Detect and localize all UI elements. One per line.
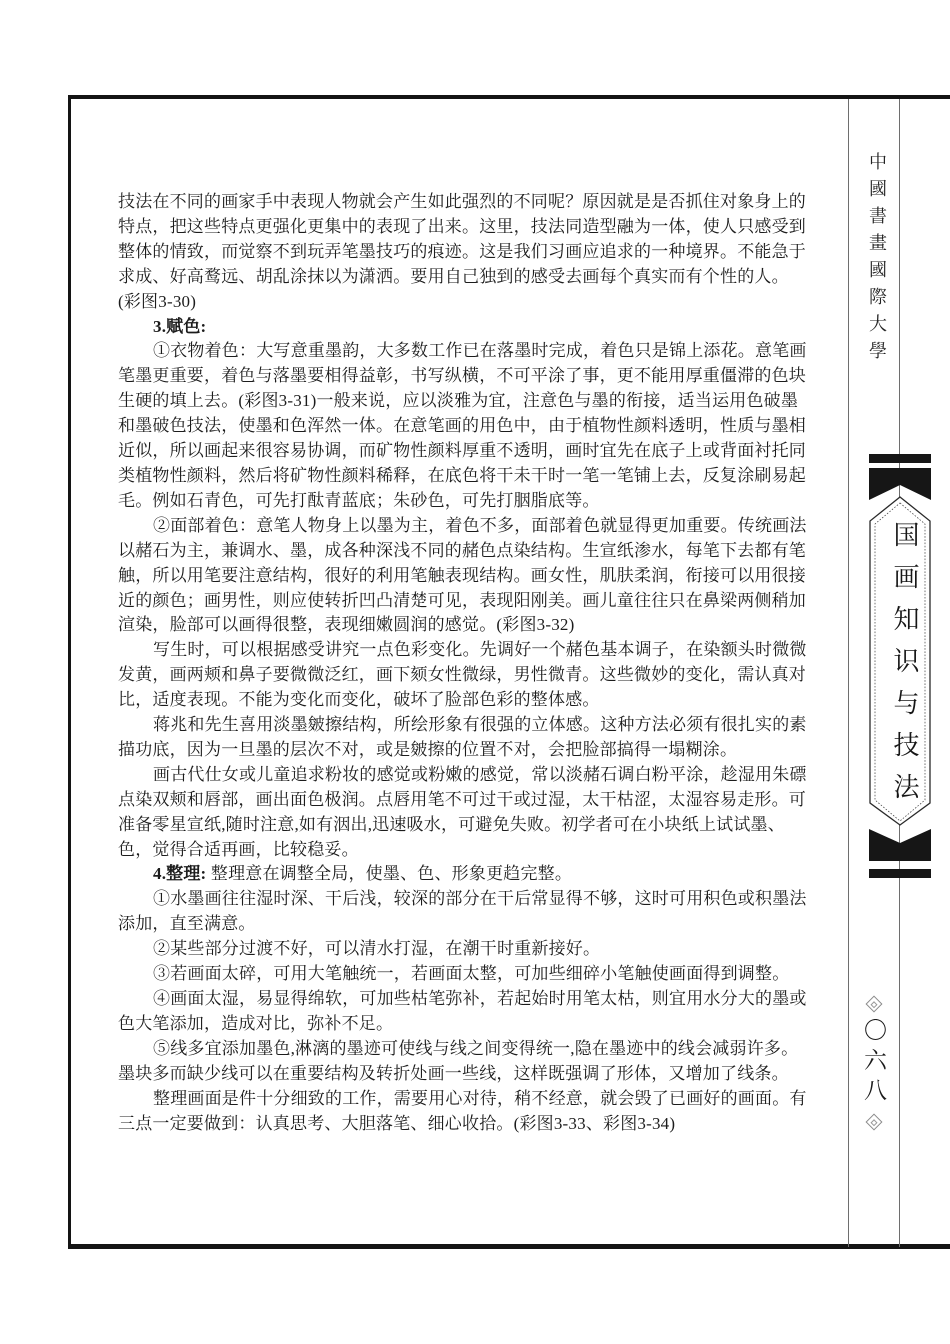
text-line-text: 求成、好高鹜远、胡乱涂抹以为潇洒。要用自己独到的感受去画每个真实而有个性的人。	[118, 266, 789, 286]
diamond-ornament-top-inner	[870, 1000, 877, 1007]
ornament-bottom-bar	[869, 869, 931, 878]
text-line	[118, 265, 813, 290]
folio-number: 〇六八	[861, 1018, 886, 1108]
text-line	[118, 937, 813, 962]
text-line-text: 渲染，脸部可以画得很整，表现细嫩圆润的感觉。(彩图3-32)	[118, 615, 575, 635]
text-line-text: ②面部着色：意笔人物身上以墨为主，着色不多，面部着色就显得更加重要。传统画法	[153, 515, 807, 535]
text-line-text: 写生时，可以根据感受讲究一点色彩变化。先调好一个赭色基本调子，在染额头时微微	[153, 640, 807, 660]
text-line	[118, 912, 813, 937]
text-line	[118, 1012, 813, 1037]
text-line-bold-heading: 3.赋色:	[153, 316, 207, 336]
text-line-text: 添加，直至满意。	[118, 914, 256, 934]
text-line-text: 近的颜色；画男性，则应使转折凹凸清楚可见，表现阳刚美。画儿童往往只在鼻梁两侧稍加	[118, 590, 806, 610]
ornament-top-ribbon	[869, 468, 931, 500]
text-line	[118, 663, 813, 688]
text-line	[118, 738, 813, 763]
ornament-bottom-ribbon	[869, 829, 931, 861]
text-line-text: ①水墨画往往湿时深、干后浅，较深的部分在干后常显得不够，这时可用积色或积墨法	[153, 889, 807, 909]
text-line-text: 描功底，因为一旦墨的层次不对，或是皴擦的位置不对，会把脸部搞得一塌糊涂。	[118, 739, 738, 759]
text-line-text: 准备零星宣纸,随时注意,如有洇出,迅速吸水，可避免失败。初学者可在小块纸上试试墨、	[118, 814, 785, 834]
text-line	[118, 539, 813, 564]
text-line	[118, 638, 813, 663]
text-line-text: ④画面太湿，易显得绵软，可加些枯笔弥补，若起始时用笔太枯，则宜用水分大的墨或	[153, 989, 807, 1008]
text-line-text: 三点一定要做到：认真思考、大胆落笔、细心收拾。(彩图3-33、彩图3-34)	[118, 1113, 676, 1133]
text-line-text: 整体的情致，而觉察不到玩弄笔墨技巧的痕迹。这是我们习画应追求的一种境界。不能急于	[118, 241, 806, 261]
text-line	[118, 763, 813, 788]
text-line	[118, 713, 813, 738]
diamond-ornament-bottom	[865, 1114, 882, 1131]
text-line	[118, 564, 813, 589]
text-line	[118, 439, 813, 464]
university-name: 中國書畫國際大學	[867, 152, 887, 368]
text-line	[118, 464, 813, 489]
text-line	[118, 190, 813, 215]
text-line-text: ③若画面太碎，可用大笔触统一，若画面太整，可加些细碎小笔触使画面得到调整。	[153, 964, 790, 984]
text-line	[118, 489, 813, 514]
text-line	[118, 389, 813, 414]
text-line	[118, 887, 813, 912]
text-line-text: 发黄，画两颊和鼻子要微微泛红，画下颏女性微绿，男性微青。这些微妙的变化，需认真对	[118, 665, 806, 685]
ornament-top-bar	[869, 454, 931, 463]
text-line-text: 毛。例如石青色，可先打酞青蓝底；朱砂色，可先打胭脂底等。	[118, 490, 600, 510]
text-line-text: 笔墨更重要，着色与落墨要相得益彰，书写纵横，不可平涂了事，更不能用厚重僵滞的色块	[118, 366, 806, 386]
body-text	[118, 190, 813, 1136]
text-line	[118, 589, 813, 614]
text-line	[118, 987, 813, 1012]
text-line-text: 技法在不同的画家手中表现人物就会产生如此强烈的不同呢？原因就是是否抓住对象身上的	[118, 192, 806, 211]
text-line-bold-heading: 4.整理:	[153, 864, 207, 884]
text-line-text: 以赭石为主，兼调水、墨，成各种深浅不同的赭色点染结构。生宣纸渗水，每笔下去都有笔	[118, 540, 806, 560]
text-line	[118, 1087, 813, 1112]
text-line	[118, 514, 813, 539]
text-line	[118, 240, 813, 265]
text-line-text: 生硬的填上去。(彩图3-31)一般来说，应以淡雅为宜，注意色与墨的衔接，适当运用色破墨	[118, 391, 799, 411]
text-line-text: 整理意在调整全局，使墨、色、形象更趋完整。	[206, 864, 573, 884]
text-line-text: 特点，把这些特点更强化更集中的表现了出来。这里，技法同造型融为一体，使人只感受到	[118, 216, 806, 236]
text-line-text: 点染双颊和唇部，画出面色极润。点唇用笔不可过干或过湿，太干枯涩，太湿容易走形。可	[118, 789, 806, 809]
text-line	[118, 813, 813, 838]
text-line	[118, 414, 813, 439]
text-line-text: 触，所以用笔要注意结构，很好的利用笔触表现结构。画女性，肌肤柔润，衔接可以用很接	[118, 565, 806, 585]
text-line-text: 类植物性颜料，然后将矿物性颜料稀释，在底色将干未干时一笔一笔铺上去，反复涂刷易起	[118, 465, 806, 485]
text-line-text: ②某些部分过渡不好，可以清水打湿，在潮干时重新接好。	[153, 939, 601, 959]
text-line-text: 画古代仕女或儿童追求粉妆的感觉或粉嫩的感觉，常以淡赭石调白粉平涂，趁湿用朱磦	[153, 764, 807, 784]
text-line	[118, 339, 813, 364]
text-line-text: (彩图3-30)	[118, 291, 197, 311]
text-line	[118, 290, 813, 315]
text-line-text: 和墨破色技法，使墨和色浑然一体。在意笔画的用色中，由于植物性颜料透明，性质与墨相	[118, 416, 806, 436]
text-line	[118, 688, 813, 713]
text-line	[118, 1112, 813, 1137]
text-line-text: 比，适度表现。不能为变化而变化，破坏了脸部色彩的整体感。	[118, 690, 600, 710]
text-line-text: 墨块多而缺少线可以在重要结构及转折处画一些线，这样既强调了形体，又增加了线条。	[118, 1063, 789, 1083]
text-line	[118, 613, 813, 638]
text-line	[118, 1037, 813, 1062]
diamond-ornament-top	[865, 996, 882, 1013]
text-line	[118, 364, 813, 389]
text-line-text: 色，觉得合适再画，比较稳妥。	[118, 839, 359, 859]
text-line	[118, 838, 813, 863]
text-line	[118, 962, 813, 987]
folio-block	[848, 998, 899, 1128]
text-line	[118, 1062, 813, 1087]
text-line	[118, 315, 813, 340]
text-line-text: 色大笔添加，造成对比，弥补不足。	[118, 1013, 394, 1033]
text-line	[118, 788, 813, 813]
text-line-text: 整理画面是件十分细致的工作，需要用心对待，稍不经意，就会毁了已画好的画面。有	[153, 1088, 807, 1108]
text-line-text: ①衣物着色：大写意重墨韵，大多数工作已在落墨时完成，着色只是锦上添花。意笔画	[153, 341, 807, 361]
diamond-ornament-bottom-inner	[870, 1118, 877, 1125]
text-line-text: 近似，所以画起来很容易协调，而矿物性颜料厚重不透明，画时宜先在底子上或背面衬托同	[118, 441, 806, 461]
text-line-text: 蒋兆和先生喜用淡墨皴擦结构，所绘形象有很强的立体感。这种方法必须有很扎实的素	[153, 715, 807, 735]
text-line	[118, 215, 813, 240]
column-title: 国画知识与技法	[890, 521, 919, 815]
text-line	[118, 862, 813, 887]
text-line-text: ⑤线多宜添加墨色,淋漓的墨迹可使线与线之间变得统一,隐在墨迹中的线会减弱许多。	[153, 1038, 799, 1058]
